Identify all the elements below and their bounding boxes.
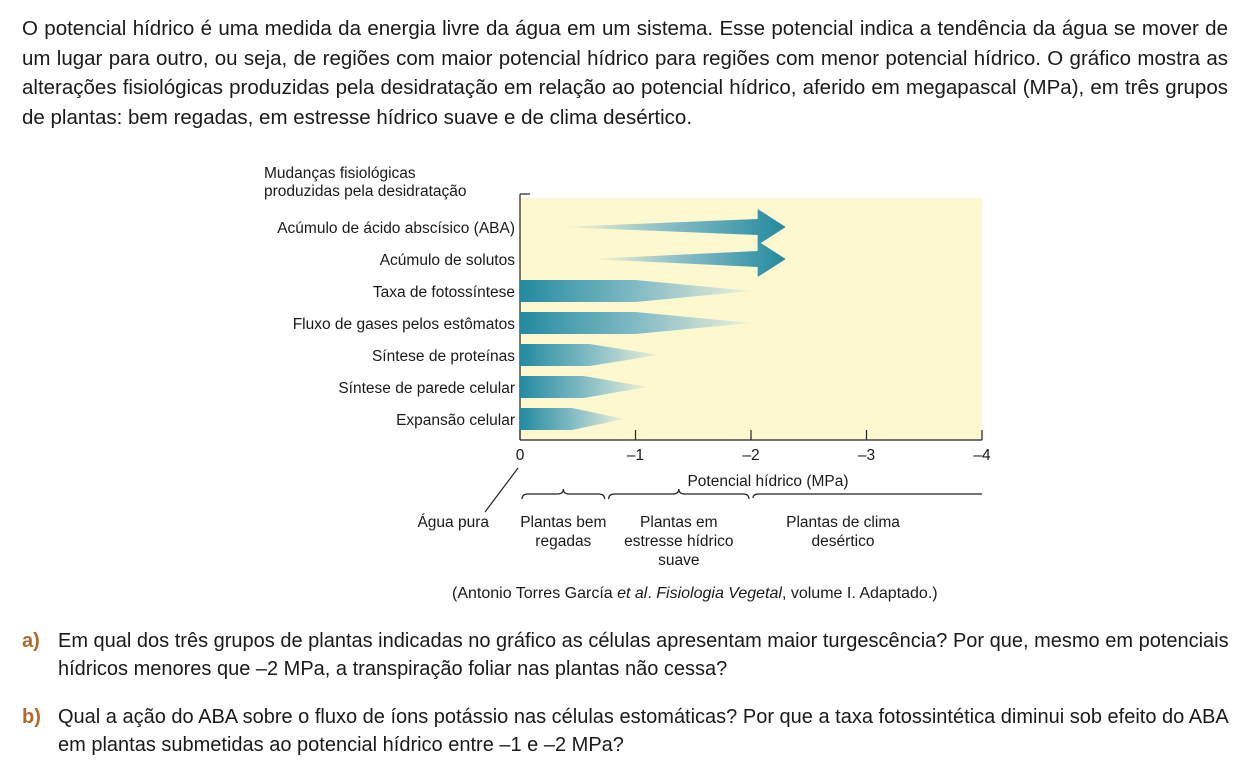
- question-a-label: a): [22, 630, 40, 652]
- group-brace: [522, 489, 605, 499]
- group-label-line: suave: [658, 552, 700, 569]
- category-label: Expansão celular: [396, 412, 515, 429]
- dehydration-chart: [0, 150, 1247, 580]
- x-tick-label: –2: [742, 447, 760, 464]
- group-label-line: regadas: [535, 533, 592, 550]
- group-label-line: Plantas de clima: [786, 514, 900, 531]
- x-tick-label: –1: [626, 447, 645, 464]
- question-a: [22, 627, 1232, 683]
- source-citation: [452, 585, 938, 603]
- category-label: Síntese de proteínas: [371, 348, 515, 365]
- question-b-label: b): [22, 706, 41, 728]
- x-tick-label: –3: [857, 447, 876, 464]
- y-axis-label-line: Mudanças fisiológicas: [264, 165, 416, 182]
- x-axis-label: Potencial hídrico (MPa): [687, 473, 849, 490]
- category-label: Fluxo de gases pelos estômatos: [292, 316, 515, 333]
- annotation-pointer: [485, 468, 518, 512]
- category-label: Acúmulo de ácido abscísico (ABA): [277, 220, 515, 237]
- category-label: Taxa de fotossíntese: [372, 284, 515, 301]
- source-etal: et al: [617, 585, 648, 602]
- group-label-line: Plantas em: [640, 514, 718, 531]
- source-mid: .: [647, 585, 657, 602]
- x-tick-label: 0: [515, 447, 525, 464]
- group-brace: [609, 489, 749, 499]
- group-brace: [753, 494, 982, 498]
- intro-paragraph: [22, 14, 1228, 132]
- intro-line-2: O gráfico mostra as alterações fisiológicas produzidas pela desidratação em relação ao potencial hídrico, aferido em megapascal (MPa), em três grupos de plantas: bem regadas, em estresse hídrico suave e de clima desértico.: [22, 46, 1228, 129]
- group-label-line: desértico: [811, 533, 875, 550]
- source-prefix: (Antonio Torres García: [452, 585, 618, 602]
- source-suffix: , volume I. Adaptado.): [781, 585, 938, 602]
- source-book: Fisiologia Vegetal: [656, 585, 782, 602]
- annotation-agua-pura: Água pura: [417, 514, 489, 531]
- category-label: Acúmulo de solutos: [379, 252, 515, 269]
- y-axis-label-line: produzidas pela desidratação: [264, 183, 467, 200]
- category-label: Síntese de parede celular: [338, 380, 515, 397]
- question-a-text: Em qual dos três grupos de plantas indicadas no gráfico as células apresentam maior turgescência? Por que, mesmo em potenciais hídricos menores que –2 MPa, a transpiração foliar nas plantas não cessa?: [58, 630, 1229, 680]
- question-b-text: Qual a ação do ABA sobre o fluxo de íons potássio nas células estomáticas? Por que a taxa fotossintética diminui sob efeito do ABA em plantas submetidas ao potencial hídrico entre –1 e –2 MPa?: [58, 706, 1228, 756]
- intro-line-1: O potencial hídrico é uma medida da energia livre da água em um sistema. Esse potencial indica a tendência da água se mover de um lugar para outro, ou seja, de regiões com maior potencial hídrico para regiões com menor potencial hídrico.: [22, 17, 1228, 70]
- group-label-line: estresse hídrico: [624, 533, 734, 550]
- group-label-line: Plantas bem: [520, 514, 607, 531]
- question-b: [22, 703, 1232, 759]
- x-tick-label: –4: [973, 447, 991, 464]
